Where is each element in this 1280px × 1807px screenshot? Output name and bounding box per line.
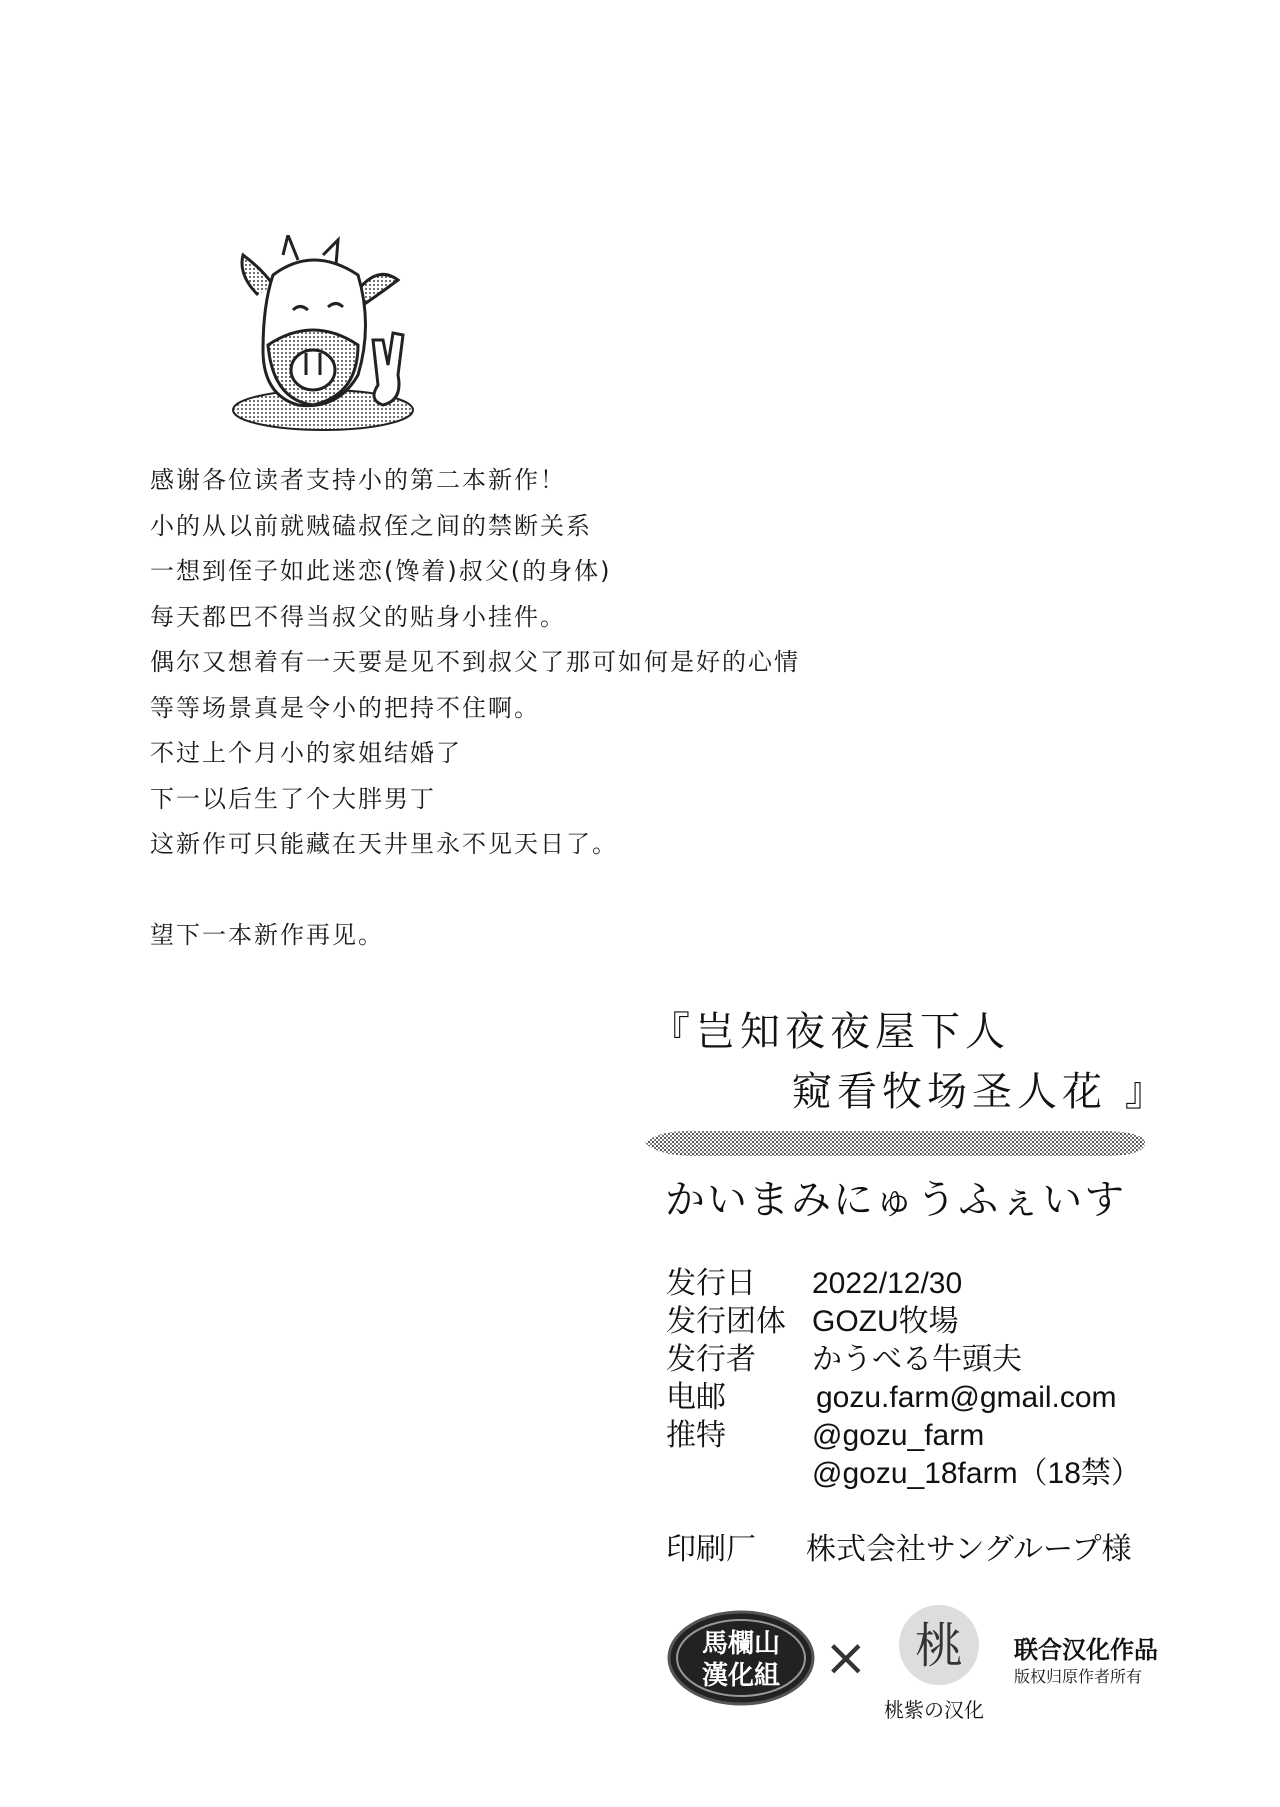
colophon-value: @gozu_farm xyxy=(812,1419,985,1452)
afterword-note xyxy=(150,458,870,958)
colophon-value: 2022/12/30 xyxy=(812,1267,963,1300)
book-title-line2: 窥看牧场圣人花 』 xyxy=(792,1069,1170,1115)
afterword-line: 等等场景真是令小的把持不住啊。 xyxy=(150,693,540,722)
colophon-value: gozu.farm@gmail.com xyxy=(816,1381,1117,1414)
afterword-line: 下一以后生了个大胖男丁 xyxy=(150,784,436,813)
afterword-line: 这新作可只能藏在天井里永不见天日了。 xyxy=(150,830,618,858)
colophon-value: かうべる牛頭夫 xyxy=(812,1343,1022,1376)
cow-mascot-illustration xyxy=(228,235,463,445)
colophon-row-printer xyxy=(666,1531,1186,1569)
colophon-label: 发行团体 xyxy=(666,1305,786,1338)
svg-text:漢化組: 漢化組 xyxy=(701,1661,781,1691)
afterword-line: 一想到侄子如此迷恋(馋着)叔父(的身体) xyxy=(150,557,612,585)
colophon-row xyxy=(666,1379,1186,1417)
colophon-row xyxy=(666,1417,1186,1455)
paragraph-gap xyxy=(150,868,870,913)
logo2-caption: 桃紫の汉化 xyxy=(884,1698,984,1722)
colophon-row xyxy=(666,1303,1186,1341)
afterword-line: 不过上个月小的家姐结婚了 xyxy=(150,739,462,767)
dotted-rule-divider xyxy=(640,1125,1150,1161)
colophon-label: 电邮 xyxy=(666,1381,726,1414)
printer-label: 印刷厂 xyxy=(666,1533,756,1566)
afterword-line: 偶尔又想着有一天要是见不到叔父了那可如何是好的心情 xyxy=(150,648,800,676)
colophon-table xyxy=(666,1265,1186,1569)
collaboration-cross: × xyxy=(824,1628,868,1688)
colophon-row xyxy=(666,1265,1186,1303)
colophon-label: 发行者 xyxy=(666,1343,756,1376)
afterword-closing: 望下一本新作再见。 xyxy=(150,920,384,949)
joint-work-label: 联合汉化作品 xyxy=(1014,1636,1158,1664)
afterword-line: 感谢各位读者支持小的第二本新作！ xyxy=(150,466,566,494)
colophon-row xyxy=(666,1455,1186,1493)
afterword-line: 小的从以前就贼磕叔侄之间的禁断关系 xyxy=(150,511,592,540)
copyright-note: 版权归原作者所有 xyxy=(1014,1667,1143,1686)
credits-logos xyxy=(666,1600,1166,1725)
logo2-glyph: 桃 xyxy=(914,1618,964,1674)
colophon-row xyxy=(666,1341,1186,1379)
scanlation-group-logo-1 xyxy=(666,1608,816,1708)
colophon-label: 推特 xyxy=(666,1419,726,1452)
circle-name: かいまみにゅうふぇいす xyxy=(665,1177,1127,1223)
svg-text:馬欄山: 馬欄山 xyxy=(701,1629,781,1659)
colophon-value: GOZU牧場 xyxy=(812,1305,959,1338)
colophon-label: 发行日 xyxy=(666,1267,756,1300)
printer-value: 株式会社サングループ様 xyxy=(806,1533,1132,1566)
colophon-value: @gozu_18farm（18禁） xyxy=(812,1457,1141,1490)
book-title-line1: 『岂知夜夜屋下人 xyxy=(650,1009,1010,1055)
afterword-line: 每天都巴不得当叔父的贴身小挂件。 xyxy=(150,602,566,631)
